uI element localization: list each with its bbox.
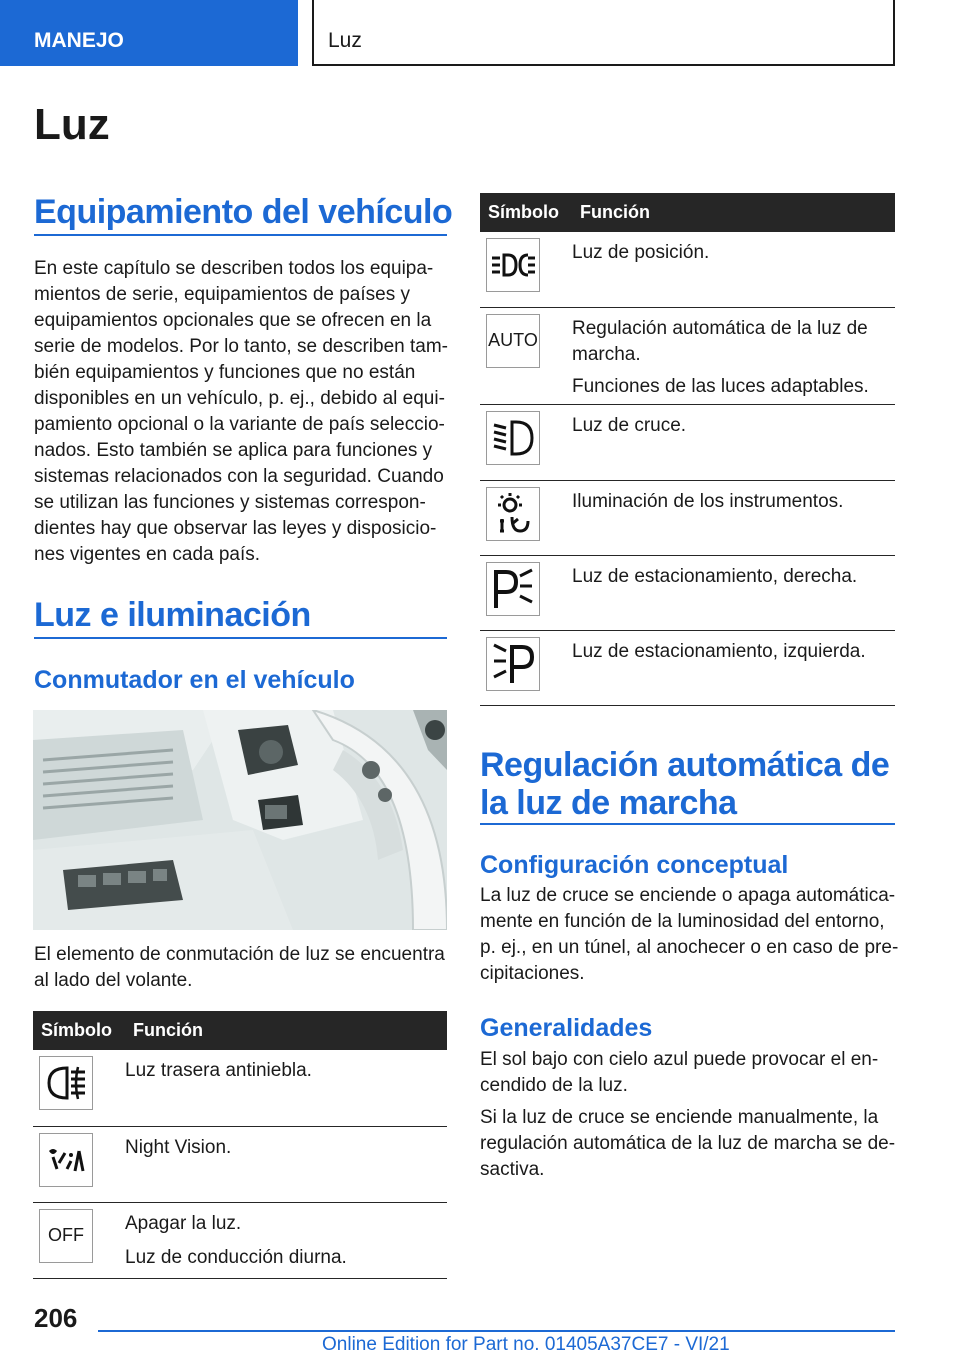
auto-regulation-heading: [480, 746, 900, 822]
text-line: mientos de serie, equipamientos de países y: [34, 284, 410, 305]
text-line: equipamientos opcionales que se ofrecen en la: [34, 310, 432, 331]
text-line: Si la luz de cruce se enciende manualmente, la: [480, 1107, 879, 1128]
text-line: mente en función de la luminosidad del entorno,: [480, 911, 885, 932]
table-row: [480, 480, 895, 555]
parking-light-left-icon: [486, 637, 540, 691]
general-paragraph-2: [480, 1105, 910, 1183]
section-tab: MANEJO: [0, 0, 298, 66]
text-line: p. ej., en un túnel, al anochecer o en caso de pre-: [480, 937, 899, 958]
off-icon: OFF: [39, 1209, 93, 1263]
function-text: Apagar la luz.: [125, 1212, 242, 1234]
function-text: Iluminación de los instrumentos.: [572, 490, 844, 512]
table-row: [480, 307, 895, 404]
text-line: cipitaciones.: [480, 963, 585, 984]
function-column-header: Función: [125, 1011, 447, 1050]
text-line: bién equipamientos y funciones que no están: [34, 362, 416, 383]
left-symbol-table: [33, 1011, 447, 1279]
right-symbol-table: [480, 193, 895, 706]
function-text: Luz trasera antiniebla.: [125, 1060, 312, 1081]
function-text: Funciones de las luces adaptables.: [572, 375, 869, 397]
footer-rule: [98, 1330, 895, 1332]
general-heading: Generalidades: [480, 1014, 653, 1042]
text-line: dientes hay que observar las leyes y disposicio-: [34, 518, 437, 539]
text-line: El sol bajo con cielo azul puede provocar el en-: [480, 1049, 879, 1070]
edition-text: Online Edition for Part no. 01405A37CE7 - VI/21: [322, 1334, 730, 1355]
text-line: regulación automática de la luz de marcha se de-: [480, 1133, 896, 1154]
function-text: Regulación automática de la luz de marcha.: [572, 317, 868, 365]
function-text: Luz de estacionamiento, izquierda.: [572, 640, 866, 662]
concept-paragraph: [480, 883, 910, 987]
table-row: [33, 1202, 447, 1278]
table-row: [33, 1126, 447, 1202]
general-paragraph-1: [480, 1047, 910, 1099]
heading-rule: [480, 823, 895, 825]
text-line: disponibles en un vehículo, p. ej., debido al equi-: [34, 388, 445, 409]
table-row: [33, 1050, 447, 1126]
text-line: cendido de la luz.: [480, 1075, 628, 1096]
table-row: [480, 404, 895, 480]
switch-subheading: Conmutador en el vehículo: [34, 666, 355, 694]
parking-light-right-icon: [486, 562, 540, 616]
text-line: se utilizan las funciones y sistemas correspon-: [34, 492, 426, 513]
text-line: nados. Esto también se aplica para funciones y: [34, 440, 433, 461]
text-line: serie de modelos. Por lo tanto, se describen tam-: [34, 336, 448, 357]
equipment-heading: Equipamiento del vehículo: [34, 193, 453, 231]
text-line: nes vigentes en cada país.: [34, 544, 261, 565]
heading-rule: [34, 234, 447, 236]
symbol-column-header: Símbolo: [480, 193, 572, 232]
text-line: En este capítulo se describen todos los equipa-: [34, 258, 434, 279]
low-beam-icon: [486, 411, 540, 465]
table-row: [480, 232, 895, 307]
function-text: Night Vision.: [125, 1136, 232, 1158]
function-text: Luz de conducción diurna.: [125, 1246, 347, 1268]
equipment-paragraph: [34, 256, 454, 568]
function-text: Luz de cruce.: [572, 414, 687, 436]
symbol-column-header: Símbolo: [33, 1011, 125, 1050]
switch-caption: [34, 942, 454, 994]
text-line: La luz de cruce se enciende o apaga automática-: [480, 885, 896, 906]
heading-rule: [34, 637, 447, 639]
text-line: sactiva.: [480, 1159, 545, 1180]
function-text: Luz de estacionamiento, derecha.: [572, 565, 858, 587]
rear-fog-light-icon: [39, 1056, 93, 1110]
lighting-heading: Luz e iluminación: [34, 596, 311, 634]
heading-line: Regulación automática de: [480, 746, 890, 784]
text-line: pamiento opcional o la variante de país seleccio-: [34, 414, 445, 435]
table-row: [480, 630, 895, 705]
heading-line: la luz de marcha: [480, 784, 737, 822]
instrument-lighting-icon: [486, 487, 540, 541]
function-text: Luz de posición.: [572, 242, 710, 263]
function-column-header: Función: [572, 193, 895, 232]
auto-icon: AUTO: [486, 314, 540, 368]
page-number: 206: [34, 1303, 78, 1333]
text-line: El elemento de conmutación de luz se encuentra: [34, 944, 445, 965]
chapter-tab: Luz: [312, 0, 895, 66]
concept-heading: Configuración conceptual: [480, 851, 789, 879]
page-title: Luz: [34, 100, 110, 149]
position-light-icon: [486, 238, 540, 292]
text-line: sistemas relacionados con la seguridad. Cuando: [34, 466, 444, 487]
text-line: al lado del volante.: [34, 970, 193, 991]
light-switch-photo: [33, 710, 447, 930]
table-row: [480, 555, 895, 630]
night-vision-icon: [39, 1133, 93, 1187]
